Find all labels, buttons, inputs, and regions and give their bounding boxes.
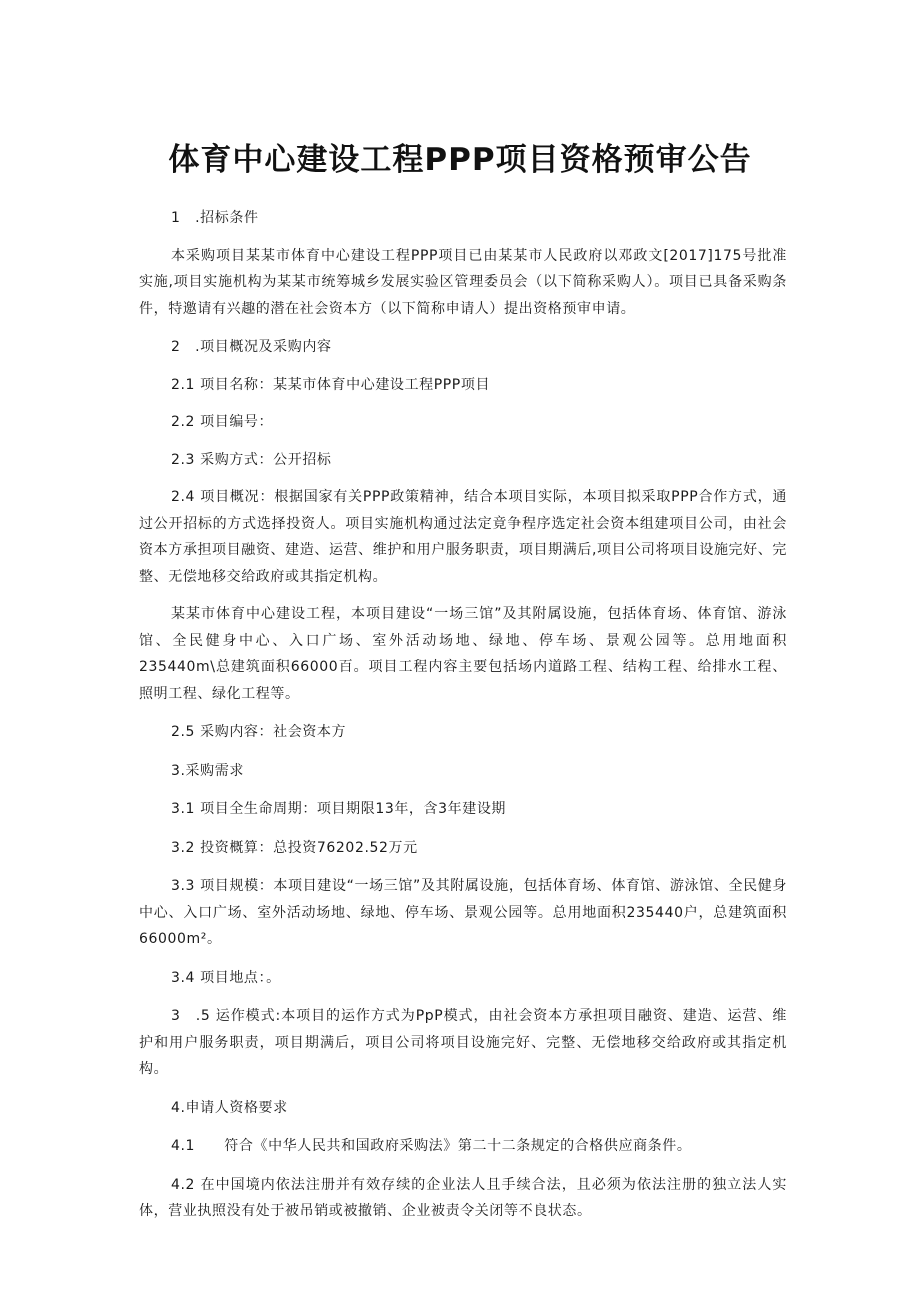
paragraph-qualification-4-1: 4.1 符合《中华人民共和国政府采购法》第二十二条规定的合格供应商条件。 [171,1138,692,1154]
document-title: 体育中心建设工程PPP项目资格预审公告 [168,142,752,178]
paragraph-project-name: 2.1 项目名称：某某市体育中心建设工程PPP项目 [171,376,491,393]
paragraph-section-3-heading: 3.采购需求 [171,762,244,779]
document-body [139,205,787,1225]
paragraph-section-1-heading: 1 .招标条件 [171,210,259,226]
paragraph-section-2-heading: 2 .项目概况及采购内容 [171,339,332,355]
paragraph-project-scope: 某某市体育中心建设工程，本项目建设“一场三馆”及其附属设施，包括体育场、体育馆、游泳馆、全民健身中心、入口广场、室外活动场地、绿地、停车场、景观公园等。总用地面积235440m\总建筑面积66000百。项目工程内容主要包括场内道路工程、结构工程、给排水工程、照明工程、绿化工程等。 [139,606,787,702]
paragraph-project-location: 3.4 项目地点：。 [171,969,281,986]
paragraph-tender-conditions: 本采购项目某某市体育中心建设工程PPP项目已由某某市人民政府以邓政文[2017]175号批准实施,项目实施机构为某某市统筹城乡发展实验区管理委员会（以下简称采购人）。项目已具备采购条件，特邀请有兴趣的潜在社会资本方（以下简称申请人）提出资格预审申请。 [139,247,787,317]
paragraph-lifecycle: 3.1 项目全生命周期：项目期限13年，含3年建设期 [171,801,507,817]
paragraph-section-4-heading: 4.申请人资格要求 [171,1099,288,1116]
paragraph-project-overview: 2.4 项目概况：根据国家有关PPP政策精神，结合本项目实际，本项目拟采取PPP合作方式，通过公开招标的方式选择投资人。项目实施机构通过法定竟争程序选定社会资本组建项目公司，由社会资本方承担项目融资、建造、运营、维护和用户服务职责，项目期满后,项目公司将项目设施完好、完整、无偿地移交给政府或其指定机构。 [139,489,787,585]
paragraph-investment: 3.2 投资概算：总投资76202.52万元 [171,839,418,856]
paragraph-procurement-method: 2.3 采购方式：公开招标 [171,451,332,468]
paragraph-project-number: 2.2 项目编号： [171,414,274,430]
paragraph-procurement-content: 2.5 采购内容：社会资本方 [171,724,347,740]
paragraph-qualification-4-2: 4.2 在中国境内依法注册并有效存续的企业法人且手续合法，且必须为依法注册的独立法人实体，营业执照没有处于被吊销或被撤销、企业被责令关闭等不良状态。 [139,1176,787,1219]
paragraph-project-scale: 3.3 项目规模：本项目建设“一场三馆”及其附属设施，包括体育场、体育馆、游泳馆、全民健身中心、入口广场、室外活动场地、绿地、停车场、景观公园等。总用地面积235440户，总建筑面积66000m²。 [139,878,787,947]
paragraph-operation-mode: 3 .5 运作模式:本项目的运作方式为PpP模式，由社会资本方承担项目融资、建造、运营、维护和用户服务职责，项目期满后，项目公司将项目设施完好、完整、无偿地移交给政府或其指定机构。 [139,1008,787,1077]
